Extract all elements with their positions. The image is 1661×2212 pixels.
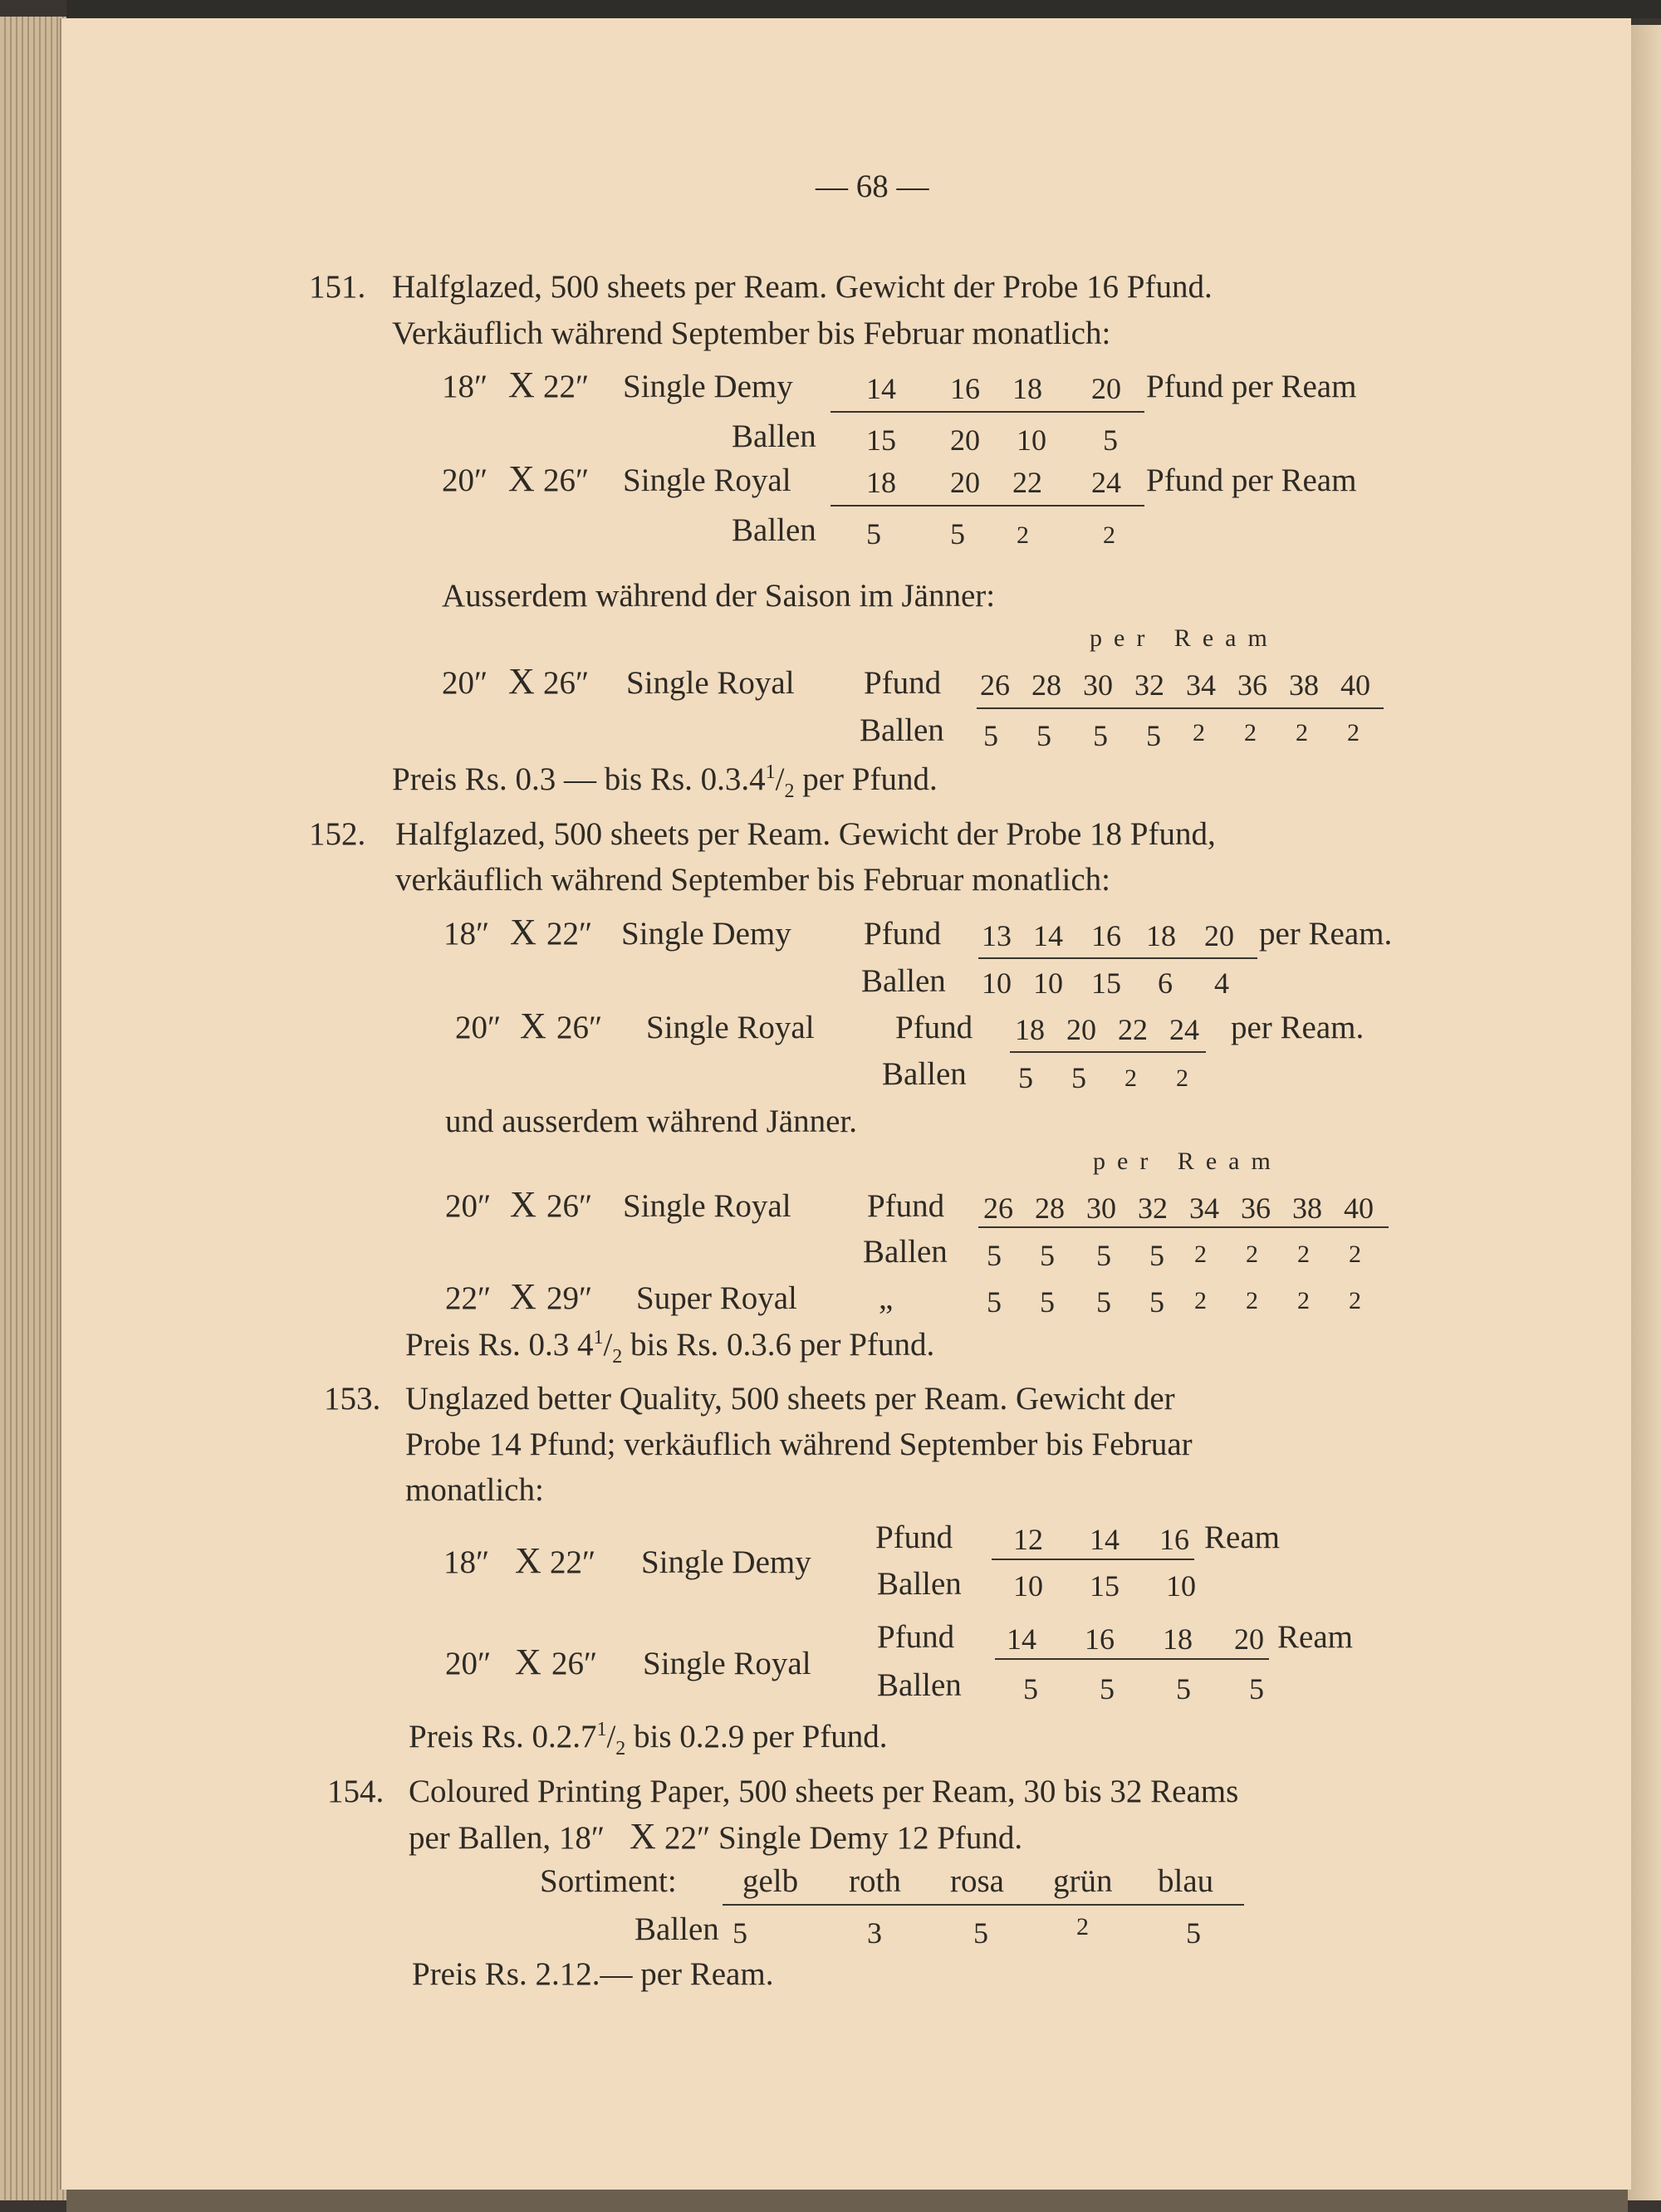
value: 30: [1083, 668, 1113, 702]
value: 10: [1166, 1569, 1196, 1603]
value: 10: [982, 967, 1012, 1000]
bottom-edge: [66, 2190, 1628, 2212]
color-name: roth: [849, 1863, 901, 1899]
size-152-demy-b: 22″: [546, 916, 593, 952]
pfund-label: Pfund: [864, 916, 942, 952]
times-sign: X: [510, 1276, 537, 1317]
value: 10: [1013, 1569, 1043, 1603]
entry-154-number: 154.: [327, 1774, 385, 1809]
value: 5: [1071, 1061, 1086, 1094]
entry-154-line-1: Coloured Printing Paper, 500 sheets per Ream, 30 bis 32 Reams: [409, 1774, 1239, 1809]
price-text: per Pfund.: [802, 761, 938, 797]
value: 30: [1086, 1192, 1116, 1225]
times-sign: X: [630, 1816, 656, 1857]
per-ream-header: per Ream: [1090, 624, 1279, 652]
color-name: gelb: [742, 1863, 799, 1899]
value: 22: [1118, 1013, 1148, 1046]
rule: [978, 1226, 1389, 1228]
value: 40: [1344, 1192, 1374, 1225]
size-151-jan-a: 20″: [442, 665, 488, 701]
ballen-label: Ballen: [732, 418, 816, 454]
ballen-label: Ballen: [882, 1056, 967, 1092]
entry-151-season: Ausserdem während der Saison im Jänner:: [442, 578, 996, 614]
value: 36: [1237, 668, 1267, 702]
entry-152-number: 152.: [309, 816, 366, 852]
value: 2: [1103, 521, 1115, 549]
value: 5: [866, 517, 881, 551]
value: 5: [1100, 1672, 1115, 1705]
value: 20: [1234, 1622, 1264, 1656]
paper-152-royal: Single Royal: [646, 1010, 815, 1045]
value: 14: [1007, 1622, 1036, 1656]
page-number: — 68 —: [816, 169, 929, 204]
size-152-demy-a: 18″: [443, 916, 490, 952]
value: 2: [1194, 1287, 1207, 1314]
times-sign: X: [510, 1184, 537, 1225]
per-ream-header: per Ream: [1093, 1148, 1282, 1175]
value: 16: [1159, 1523, 1189, 1556]
paper-151-royal: Single Royal: [623, 462, 791, 498]
value: 10: [1033, 967, 1063, 1000]
value: 5: [1103, 423, 1118, 457]
size-152-jan-a: 20″: [445, 1188, 492, 1224]
times-sign: X: [510, 912, 537, 952]
ream-label: Ream: [1204, 1520, 1280, 1555]
pfund-label: Pfund: [875, 1520, 953, 1555]
value: 5: [1093, 719, 1108, 752]
entry-151-line-1: Halfglazed, 500 sheets per Ream. Gewicht der Probe 16 Pfund.: [392, 269, 1213, 305]
size-151-royal-a: 20″: [442, 462, 488, 498]
value: 14: [1090, 1523, 1120, 1556]
rule: [978, 957, 1257, 959]
value: 2: [1349, 1241, 1361, 1268]
rule: [830, 505, 1144, 507]
value: 18: [866, 466, 896, 499]
page: [60, 18, 1631, 2190]
value: 2: [1193, 719, 1205, 746]
size-152-super-b: 29″: [546, 1280, 593, 1316]
value: 5: [1149, 1239, 1164, 1272]
per-ream-label: per Ream.: [1259, 916, 1393, 952]
value: 5: [987, 1285, 1002, 1319]
value: 2: [1349, 1287, 1361, 1314]
value: 2: [1244, 719, 1257, 746]
value: 18: [1015, 1013, 1045, 1046]
entry-153-line-2: Probe 14 Pfund; verkäuflich während September bis Februar: [405, 1427, 1193, 1462]
value: 5: [733, 1916, 747, 1950]
value: 2: [1246, 1287, 1258, 1314]
value: 22: [1012, 466, 1042, 499]
value: 32: [1134, 668, 1164, 702]
value: 5: [1023, 1672, 1038, 1705]
pfund-per-ream: Pfund per Ream: [1146, 462, 1357, 498]
price-text: bis Rs. 0.3.6 per Pfund.: [630, 1327, 935, 1363]
value: 2: [1176, 1064, 1188, 1092]
rule: [977, 707, 1384, 709]
frac-num: 1: [596, 1719, 607, 1740]
value: 18: [1146, 919, 1176, 952]
value: 36: [1241, 1192, 1271, 1225]
value: 20: [1091, 372, 1121, 405]
entry-154-line-2a: per Ballen, 18″: [409, 1820, 605, 1856]
value: 32: [1138, 1192, 1168, 1225]
times-sign: X: [508, 661, 535, 702]
value: 20: [950, 466, 980, 499]
value: 2: [1297, 1241, 1310, 1268]
value: 34: [1189, 1192, 1219, 1225]
color-name: blau: [1158, 1863, 1214, 1899]
value: 2: [1296, 719, 1308, 746]
ballen-label: Ballen: [732, 512, 816, 548]
page-stack-edge: [0, 17, 66, 2200]
value: 5: [1176, 1672, 1191, 1705]
value: 2: [1246, 1241, 1258, 1268]
entry-152-price: Preis Rs. 0.3 $4^1/_2$ bis Rs. 0.3.6 per Pfund.: [405, 1327, 935, 1368]
value: 5: [973, 1916, 988, 1950]
value: 14: [866, 372, 896, 405]
value: 38: [1292, 1192, 1322, 1225]
value: 15: [866, 423, 896, 457]
ballen-label: Ballen: [635, 1911, 719, 1947]
entry-152-line-1: Halfglazed, 500 sheets per Ream. Gewicht der Probe 18 Pfund,: [395, 816, 1216, 852]
value: 15: [1091, 967, 1121, 1000]
times-sign: X: [515, 1642, 541, 1682]
rule: [1010, 1051, 1206, 1053]
frac-num: 1: [593, 1327, 604, 1348]
value: 4: [1214, 967, 1229, 1000]
value: 10: [1017, 423, 1046, 457]
price-text: Preis Rs. 0.3 4: [405, 1327, 594, 1363]
times-sign: X: [515, 1540, 541, 1581]
value: 13: [982, 919, 1012, 952]
ballen-label: Ballen: [860, 712, 944, 748]
pfund-label: Pfund: [877, 1619, 955, 1655]
value: 5: [1149, 1285, 1164, 1319]
entry-151-number: 151.: [309, 269, 366, 305]
entry-153-price: Preis Rs. $0.2.7^1/_2$ bis 0.2.9 per Pfund.: [409, 1719, 888, 1759]
value: 5: [1018, 1061, 1033, 1094]
price-text: bis 0.2.9 per Pfund.: [634, 1719, 888, 1754]
times-sign: X: [508, 458, 535, 499]
value: 5: [1096, 1239, 1111, 1272]
value: 5: [1186, 1916, 1201, 1950]
color-name: rosa: [950, 1863, 1004, 1899]
ballen-label: Ballen: [861, 963, 946, 999]
size-152-super-a: 22″: [445, 1280, 492, 1316]
entry-153-line-3: monatlich:: [405, 1472, 544, 1508]
ballen-label: Ballen: [863, 1234, 948, 1270]
ream-label: Ream: [1277, 1619, 1353, 1655]
value: 2: [1297, 1287, 1310, 1314]
value: 18: [1163, 1622, 1193, 1656]
paper-152-super: Super Royal: [636, 1280, 797, 1316]
size-152-royal-a: 20″: [455, 1010, 502, 1045]
entry-151-price: Preis Rs. 0.3 — bis Rs. $0.3.4^1/_2$ per Pfund.: [392, 761, 938, 802]
times-sign: X: [508, 365, 535, 405]
value: 20: [950, 423, 980, 457]
value: 12: [1013, 1523, 1043, 1556]
rule: [995, 1658, 1269, 1660]
value: 2: [1347, 719, 1360, 746]
value: 16: [1091, 919, 1121, 952]
times-sign: X: [520, 1006, 546, 1046]
frac-num: 1: [765, 761, 776, 783]
pfund-label: Pfund: [895, 1010, 973, 1045]
rule: [992, 1559, 1194, 1560]
size-151-royal-b: 26″: [543, 462, 590, 498]
value: 5: [1036, 719, 1051, 752]
value: 15: [1090, 1569, 1120, 1603]
size-151-demy-b: 22″: [543, 369, 590, 404]
value: 14: [1033, 919, 1063, 952]
frac-den: 2: [612, 1345, 623, 1368]
entry-151-line-2: Verkäuflich während September bis Februar monatlich:: [392, 316, 1111, 351]
value: 26: [980, 668, 1010, 702]
value: 5: [1249, 1672, 1264, 1705]
size-151-demy-a: 18″: [442, 369, 488, 404]
color-name: grün: [1053, 1863, 1113, 1899]
price-text: Preis Rs. 0.3 — bis Rs. 0.3.4: [392, 761, 766, 797]
value: 20: [1204, 919, 1234, 952]
value: 26: [983, 1192, 1013, 1225]
value: 2: [1076, 1913, 1089, 1940]
value: 38: [1289, 668, 1319, 702]
value: 34: [1186, 668, 1216, 702]
paper-153-royal: Single Royal: [643, 1646, 811, 1681]
top-edge: [66, 0, 1661, 18]
rule: [723, 1904, 1244, 1906]
ditto-mark: „: [879, 1280, 894, 1316]
size-153-demy-b: 22″: [550, 1544, 596, 1580]
value: 24: [1169, 1013, 1199, 1046]
value: 24: [1091, 466, 1121, 499]
value: 20: [1066, 1013, 1096, 1046]
entry-153-number: 153.: [324, 1381, 381, 1417]
paper-151-demy: Single Demy: [623, 369, 793, 404]
sortiment-label: Sortiment:: [540, 1863, 677, 1899]
size-152-royal-b: 26″: [556, 1010, 603, 1045]
entry-154-line-2b: 22″ Single Demy 12 Pfund.: [664, 1820, 1023, 1856]
value: 18: [1012, 372, 1042, 405]
paper-152-demy: Single Demy: [621, 916, 791, 952]
value: 16: [950, 372, 980, 405]
paper-152-jan: Single Royal: [623, 1188, 791, 1224]
value: 40: [1340, 668, 1370, 702]
value: 3: [867, 1916, 882, 1950]
value: 6: [1158, 967, 1173, 1000]
value: 2: [1124, 1064, 1137, 1092]
rule: [830, 411, 1144, 413]
pfund-label: Pfund: [864, 665, 942, 701]
frac-den: 2: [784, 780, 795, 802]
value: 5: [1040, 1285, 1055, 1319]
size-152-jan-b: 26″: [546, 1188, 593, 1224]
size-151-jan-b: 26″: [543, 665, 590, 701]
value: 28: [1035, 1192, 1065, 1225]
value: 5: [1040, 1239, 1055, 1272]
value: 2: [1194, 1241, 1207, 1268]
ballen-label: Ballen: [877, 1667, 962, 1703]
value: 5: [983, 719, 998, 752]
size-153-demy-a: 18″: [443, 1544, 490, 1580]
price-text: Preis Rs. 0.2.7: [409, 1719, 597, 1754]
pfund-per-ream: Pfund per Ream: [1146, 369, 1357, 404]
value: 5: [1146, 719, 1161, 752]
value: 5: [950, 517, 965, 551]
frac-den: 2: [615, 1737, 626, 1759]
size-153-royal-b: 26″: [551, 1646, 598, 1681]
size-153-royal-a: 20″: [445, 1646, 492, 1681]
value: 5: [987, 1239, 1002, 1272]
value: 28: [1031, 668, 1061, 702]
entry-153-line-1: Unglazed better Quality, 500 sheets per Ream. Gewicht der: [405, 1381, 1175, 1417]
ballen-label: Ballen: [877, 1566, 962, 1602]
per-ream-label: per Ream.: [1231, 1010, 1365, 1045]
pfund-label: Pfund: [867, 1188, 945, 1224]
paper-151-jan: Single Royal: [626, 665, 795, 701]
value: 16: [1085, 1622, 1115, 1656]
value: 2: [1017, 521, 1029, 549]
entry-154-price: Preis Rs. 2.12.— per Ream.: [412, 1956, 774, 1992]
value: 5: [1096, 1285, 1111, 1319]
entry-152-line-2: verkäuflich während September bis Februar monatlich:: [395, 862, 1110, 898]
entry-152-und: und ausserdem während Jänner.: [445, 1104, 858, 1139]
paper-153-demy: Single Demy: [641, 1544, 811, 1580]
